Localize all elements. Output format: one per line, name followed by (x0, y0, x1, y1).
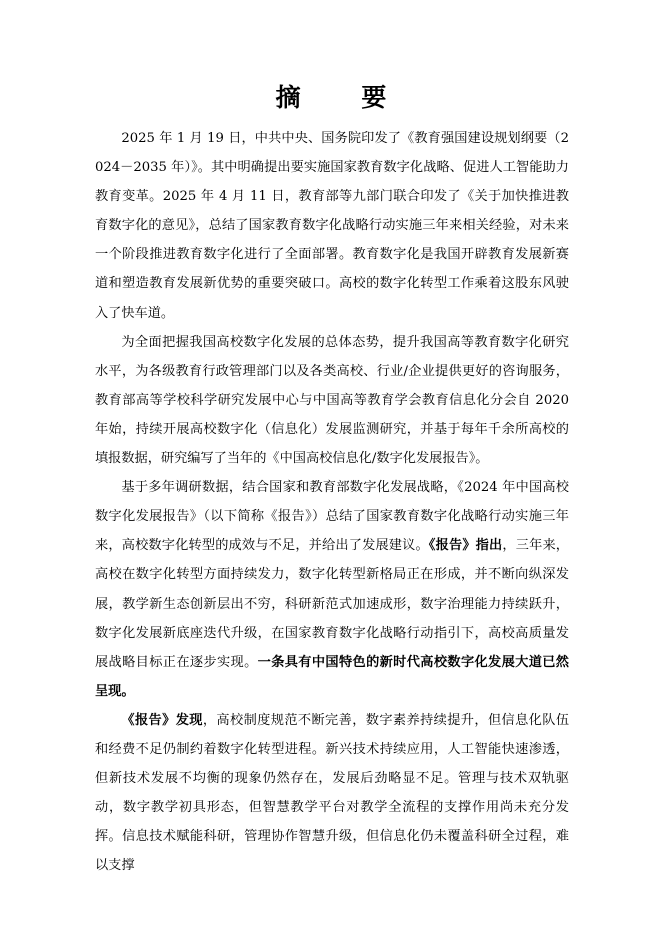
paragraph-3 (95, 473, 569, 706)
paragraph-3-text-a: 基于多年调研数据，结合国家和教育部数字化发展战略，《2024 年中国高校数字化发展报告》（以下简称《报告》）总结了国家教育数字化战略行动实施三年来，高校数字化转型的成效与不足，并给出了发展建议。 (95, 480, 569, 554)
paragraph-3-text-c: ，三年来，高校在数字化转型方面持续发力，数字化转型新格局正在形成，并不断向纵深发展，教学新生态创新层出不穷，科研新范式加速成形，数字治理能力持续跃升，数字化发展新底座迭代升级，在国家教育数字化战略行动指引下，高校高质量发展战略目标正在逐步实现。 (95, 538, 569, 670)
paragraph-4 (95, 706, 569, 881)
paragraph-4-text: ，高校制度规范不断完善，数字素养持续提升，但信息化队伍和经费不足仍制约着数字化转型进程。新兴技术持续应用，人工智能快速渗透，但新技术发展不均衡的现象仍然存在，发展后劲略显不足。管理与技术双轨驱动，数字教学初具形态，但智慧教学平台对教学全流程的支撑作用尚未充分发挥。信息技术赋能科研，管理协作智慧升级，但信息化仍未覆盖科研全过程，难以支撑 (95, 712, 570, 874)
paragraph-3-bold-report: 《报告》指出 (428, 538, 503, 554)
page-title: 摘 要 (275, 83, 413, 112)
paragraph-2: 为全面把握我国高校数字化发展的总体态势，提升我国高等教育数字化研究水平，为各级教育行政管理部门以及各类高校、行业/企业提供更好的咨询服务，教育部高等学校科学研究发展中心与中国高等教育学会教育信息化分会自 2020 年始，持续开展高校数字化（信息化）发展监测研究，并基于每年千余所高校的填报数据，研究编写了当年的《中国高校信息化/数字化发展报告》。 (95, 334, 569, 467)
paragraph-3-bold-conclusion: 一条具有中国特色的新时代高校数字化发展大道已然呈现。 (95, 654, 569, 699)
paragraph-1: 2025 年 1 月 19 日，中共中央、国务院印发了《教育强国建设规划纲要（2024－2035 年）》。其中明确提出要实施国家教育数字化战略、促进人工智能助力教育变革。2025 年 4 月 11 日，教育部等九部门联合印发了《关于加快推进教育数字化的意见》，总结了国家教育数字化战略行动实施三年来相关经验，对未来一个阶段推进教育数字化进行了全面部署。教育数字化是我国开辟教育发展新赛道和塑造教育发展新优势的重要突破口。高校的数字化转型工作乘着这股东风驶入了快车道。 (95, 131, 569, 321)
abstract-body (95, 124, 569, 880)
paragraph-4-bold-report: 《报告》发现 (121, 712, 203, 728)
